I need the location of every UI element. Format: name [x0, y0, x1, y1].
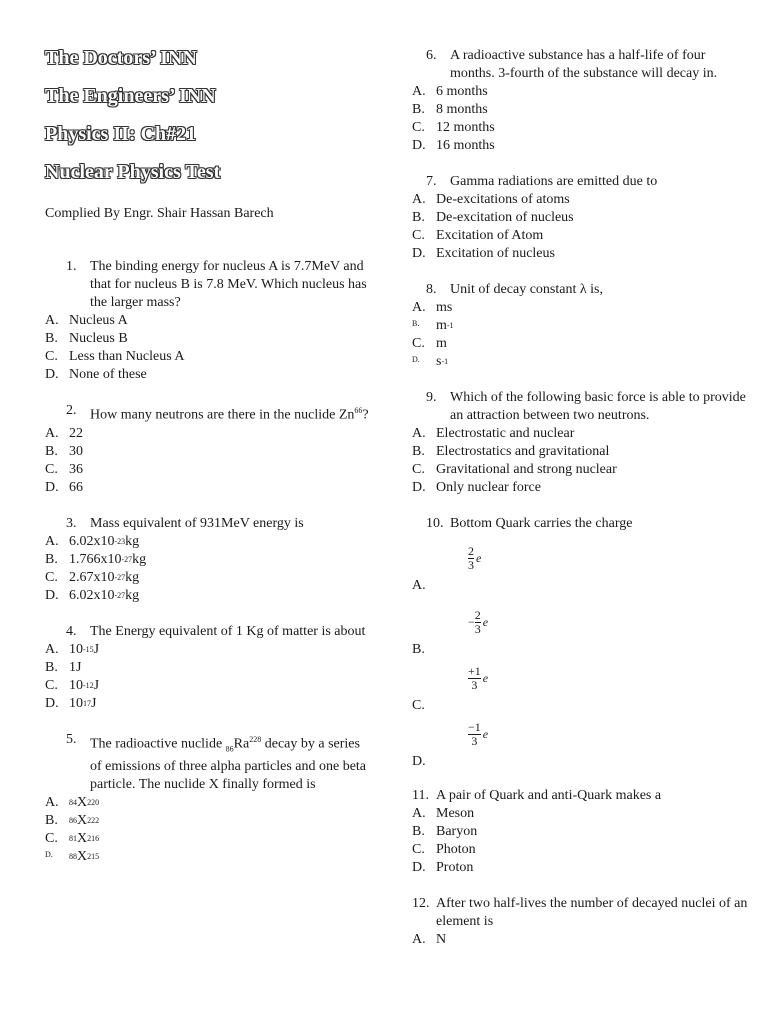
title-chapter: Physics II: Ch#21	[45, 123, 197, 145]
question-2	[45, 402, 375, 497]
option-a: A. De-excitations of atoms	[412, 192, 570, 207]
question-number: 2.	[66, 403, 77, 418]
question-text: A radioactive substance has a half-life of four months. 3-fourth of the substance will decay in.	[450, 48, 718, 81]
question-number: 9.	[426, 390, 437, 405]
question-4	[45, 623, 375, 713]
option-c: C. 36	[45, 461, 83, 477]
title-test: Nuclear Physics Test	[45, 161, 221, 183]
question-text: Gamma radiations are emitted due to	[450, 174, 658, 189]
question-7	[412, 173, 752, 263]
question-text: The radioactive nuclide $_{86}Ra^{228}$ decay by a series of emissions of three alpha particles and one beta particle. The nuclide X finally formed is	[90, 734, 367, 793]
title-engineers-inn: The Engineers’ INN	[45, 85, 216, 107]
question-text: How many neutrons are there in the nuclide Zn$^{66}$?	[90, 406, 369, 423]
title-doctors-inn: The Doctors’ INN	[45, 47, 197, 69]
question-5	[45, 731, 375, 866]
option-c: C. 2.67x10 -27 kg	[45, 569, 140, 585]
question-number: 7.	[426, 174, 437, 189]
question-number: 6.	[426, 48, 437, 63]
option-b: B. 30	[45, 443, 83, 459]
option-b: B. 1J	[45, 659, 82, 675]
option-b: B. De-excitation of nucleus	[412, 210, 574, 225]
option-d: D. None of these	[45, 367, 147, 382]
option-b: B. Electrostatics and gravitational	[412, 444, 610, 459]
option-b: B. 8 months	[412, 102, 488, 117]
fraction-b: − $\frac{2}{3}$ e	[468, 607, 489, 636]
question-number: 11.	[412, 788, 429, 803]
question-text: Mass equivalent of 931MeV energy is	[90, 515, 304, 531]
option-c: C. Gravitational and strong nuclear	[412, 462, 617, 477]
question-text: Bottom Quark carries the charge	[450, 516, 633, 531]
option-d: D. Proton	[412, 860, 474, 875]
option-c: C. Excitation of Atom	[412, 228, 544, 243]
option-c: C. Less than Nucleus A	[45, 349, 185, 364]
question-text: Which of the following basic force is able to provide an attraction between two neutrons.	[450, 390, 746, 423]
option-a: A. 6 months	[412, 84, 488, 99]
question-text: Unit of decay constant λ is,	[450, 282, 603, 297]
option-d: D. Only nuclear force	[412, 480, 541, 495]
option-d: D. s -1	[412, 354, 449, 369]
option-b: B. 86 X 222	[45, 813, 100, 829]
fraction-d: $\frac{-1}{3}$ e	[468, 719, 489, 748]
right-column	[412, 0, 752, 949]
option-b: B. m -1	[412, 318, 454, 333]
option-d: D. 66	[45, 479, 83, 495]
option-d: D. 16 months	[412, 138, 495, 153]
option-c: C. 12 months	[412, 120, 495, 135]
question-text: The Energy equivalent of 1 Kg of matter is about	[90, 623, 366, 639]
option-a: A. 6.02x10 -23 kg	[45, 533, 140, 549]
question-11	[412, 787, 752, 877]
option-d: D. 6.02x10 -27 kg	[45, 587, 140, 603]
question-number: 1.	[66, 259, 77, 274]
option-b: B.	[412, 642, 425, 657]
question-10	[412, 515, 752, 771]
question-text: After two half-lives the number of decayed nuclei of an element is	[436, 896, 748, 929]
question-number: 5.	[66, 731, 77, 747]
option-d: D.	[412, 754, 426, 769]
option-a: A. 22	[45, 425, 83, 441]
option-c: C. m	[412, 336, 447, 351]
option-d: D. Excitation of nucleus	[412, 246, 555, 261]
question-number: 4.	[66, 623, 77, 639]
option-a: A. 84 X 220	[45, 795, 100, 811]
question-number: 8.	[426, 282, 437, 297]
question-number: 10.	[426, 516, 444, 531]
fraction-c: $\frac{+1}{3}$ e	[468, 663, 489, 692]
option-a: A. N	[412, 932, 447, 947]
option-c: C.	[412, 698, 425, 713]
option-d: D. 88 X 215	[45, 849, 100, 865]
fraction-a: $\frac{2}{3}$ e	[468, 543, 482, 572]
question-text: A pair of Quark and anti-Quark makes a	[436, 788, 662, 803]
question-12	[412, 895, 752, 949]
option-c: C. 81 X 216	[45, 831, 100, 847]
question-1	[45, 258, 375, 384]
question-6	[412, 47, 752, 155]
compiler-credit: Complied By Engr. Shair Hassan Barech	[45, 206, 274, 221]
option-a: A. 10 -15 J	[45, 641, 100, 657]
option-b: B. Nucleus B	[45, 331, 128, 346]
question-number: 3.	[66, 515, 77, 531]
option-a: A. Electrostatic and nuclear	[412, 426, 575, 441]
option-a: A.	[412, 578, 426, 593]
option-b: B. Baryon	[412, 824, 478, 839]
option-a: A. Meson	[412, 806, 475, 821]
option-a: A. ms	[412, 300, 453, 315]
question-3	[45, 515, 375, 605]
option-c: C. Photon	[412, 842, 476, 857]
question-text: The binding energy for nucleus A is 7.7MeV and that for nucleus B is 7.8 MeV. Which nucleus has the larger mass?	[90, 259, 367, 310]
option-b: B. 1.766x10 -27 kg	[45, 551, 147, 567]
left-column	[45, 0, 375, 866]
option-a: A. Nucleus A	[45, 313, 128, 328]
option-d: D. 10 17 J	[45, 695, 97, 711]
option-c: C. 10 -12 J	[45, 677, 100, 693]
question-8	[412, 281, 752, 371]
question-number: 12.	[412, 896, 430, 911]
question-9	[412, 389, 752, 497]
